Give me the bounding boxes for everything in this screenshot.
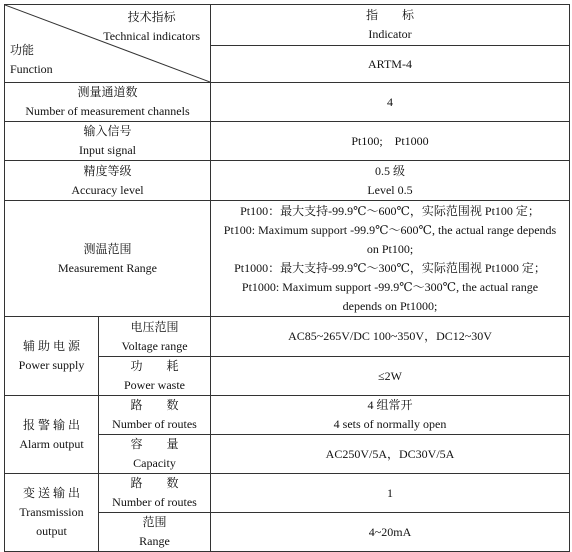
func-zh: 功能 [10, 43, 35, 57]
accuracy-label-en: Accuracy level [71, 182, 144, 197]
range-label-en: Measurement Range [58, 260, 157, 275]
alarm-routes-value-zh: 4 组常开 [367, 398, 413, 412]
table-row [5, 317, 570, 357]
range-label-zh: 测温范围 [83, 241, 132, 256]
ind-en: Indicator [368, 27, 412, 41]
trans-range-label-en: Range [139, 534, 170, 548]
waste-label-zh: 功 耗 [130, 359, 179, 373]
channels-label-en: Number of measurement channels [25, 104, 190, 118]
trans-routes-label-zh: 路 数 [130, 476, 179, 490]
input-value: Pt100; Pt1000 [211, 122, 570, 161]
range-line: Pt1000: Maximum support -99.9℃～300℃, the actual range [241, 279, 539, 294]
voltage-value: AC85~265V/DC 100~350V，DC12~30V [211, 317, 570, 357]
table-row [5, 122, 570, 161]
range-line: Pt1000：最大支持-99.9℃～300℃，实际范围视 Pt1000 定； [234, 260, 546, 275]
technical-indicators-header [103, 8, 200, 46]
ind-zh: 指 标 [365, 8, 414, 22]
trans-routes-label [99, 474, 211, 513]
alarm-label-zh: 报 警 输 出 [22, 417, 80, 432]
transmission-label [5, 474, 99, 552]
table-row [5, 83, 570, 122]
table-row [5, 396, 570, 435]
alarm-routes-value-en: 4 sets of normally open [333, 417, 447, 431]
range-line: Pt100：最大支持-99.9℃～600℃，实际范围视 Pt100 定； [240, 203, 540, 218]
input-label [5, 122, 211, 161]
tech-en: Technical indicators [103, 29, 200, 43]
power-label [5, 317, 99, 396]
capacity-label [99, 435, 211, 474]
voltage-label-en: Voltage range [121, 338, 188, 353]
channels-label-zh: 测量通道数 [77, 85, 138, 99]
channels-value: 4 [211, 83, 570, 122]
accuracy-value [211, 161, 570, 201]
waste-label-en: Power waste [124, 378, 185, 392]
func-en: Function [10, 62, 53, 76]
trans-range-value: 4~20mA [211, 513, 570, 552]
capacity-label-en: Capacity [133, 456, 176, 470]
trans-routes-label-en: Number of routes [112, 495, 197, 509]
waste-label [99, 357, 211, 396]
alarm-routes-value [211, 396, 570, 435]
trans-routes-value: 1 [211, 474, 570, 513]
transmission-label-zh: 变 送 输 出 [22, 486, 80, 500]
channels-label [5, 83, 211, 122]
model-value: ARTM-4 [211, 46, 570, 83]
trans-range-label [99, 513, 211, 552]
header-diagonal-cell [5, 5, 211, 83]
spec-table [4, 4, 570, 552]
accuracy-value-zh: 0.5 级 [374, 163, 405, 178]
power-label-zh: 辅 助 电 源 [22, 339, 80, 353]
range-line: on Pt100; [366, 241, 414, 256]
range-label [5, 201, 211, 317]
capacity-label-zh: 容 量 [130, 437, 179, 451]
capacity-value: AC250V/5A，DC30V/5A [211, 435, 570, 474]
accuracy-label [5, 161, 211, 201]
accuracy-label-zh: 精度等级 [83, 163, 132, 178]
voltage-label-zh: 电压范围 [130, 319, 179, 334]
table-row [5, 474, 570, 513]
range-line: depends on Pt1000; [342, 298, 438, 313]
indicator-header [211, 5, 570, 46]
input-label-en: Input signal [79, 143, 136, 157]
alarm-label-en: Alarm output [19, 436, 84, 451]
accuracy-value-en: Level 0.5 [367, 182, 413, 197]
trans-range-label-zh: 范围 [142, 515, 167, 529]
power-label-en: Power supply [18, 358, 85, 372]
alarm-routes-label-en: Number of routes [112, 417, 197, 431]
waste-value: ≤2W [211, 357, 570, 396]
tech-zh: 技术指标 [127, 10, 176, 24]
alarm-routes-label [99, 396, 211, 435]
range-value [211, 201, 570, 317]
function-header [10, 41, 53, 79]
voltage-label [99, 317, 211, 357]
alarm-label [5, 396, 99, 474]
transmission-label-en: Transmission [19, 505, 84, 519]
table-row [5, 161, 570, 201]
alarm-routes-label-zh: 路 数 [130, 398, 179, 412]
table-row [5, 201, 570, 317]
range-line: Pt100: Maximum support -99.9℃～600℃, the actual range depends [223, 222, 557, 237]
transmission-label-en: output [36, 524, 67, 538]
input-label-zh: 输入信号 [83, 124, 132, 138]
